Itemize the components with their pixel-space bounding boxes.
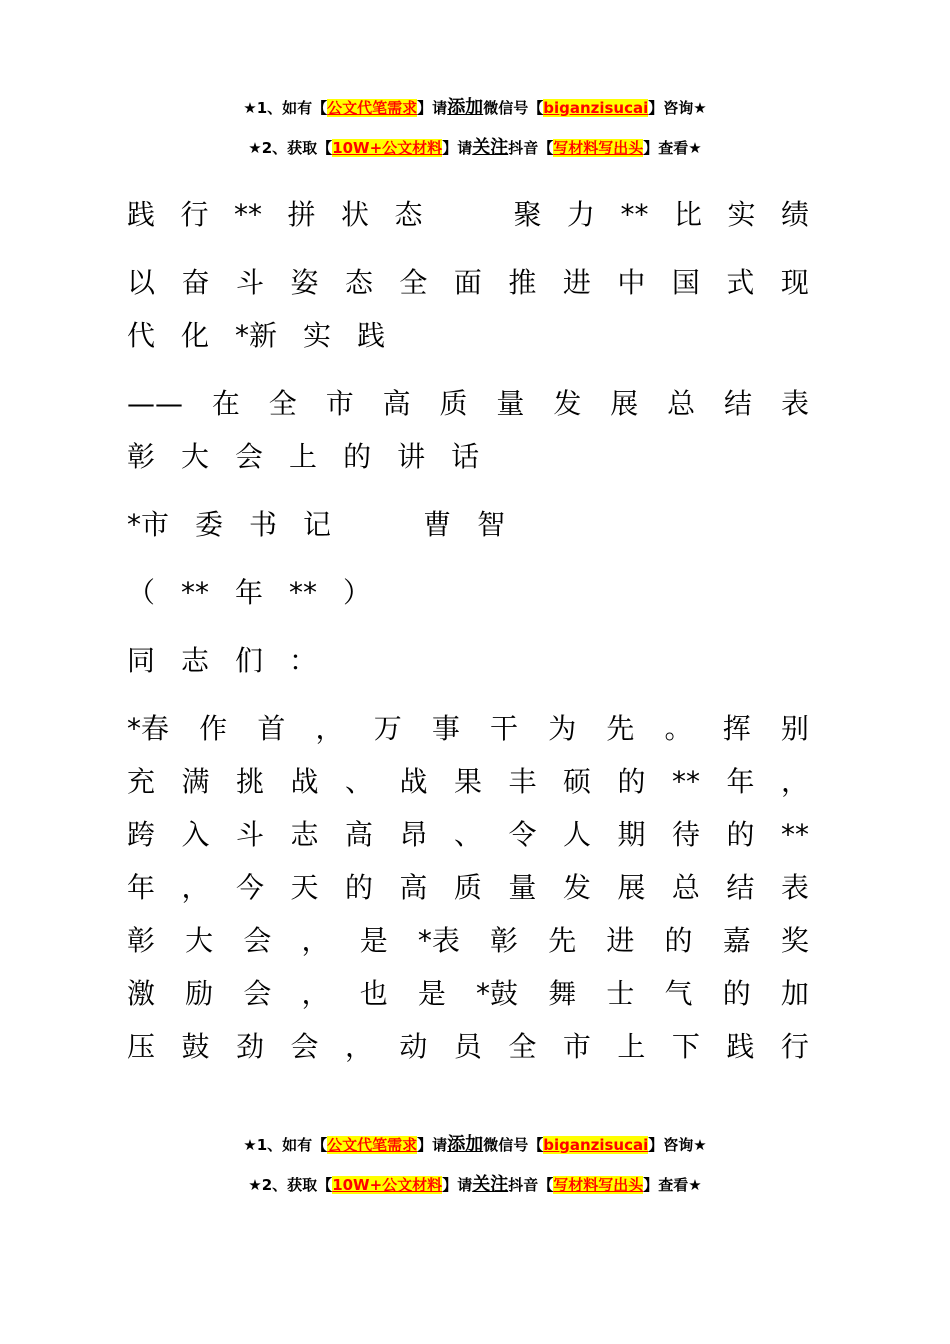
text-char: 们 [235, 644, 264, 677]
text-char: 姿 [290, 266, 319, 299]
text-char: 彰 [127, 924, 156, 957]
subtitle-line-2 [127, 435, 809, 475]
text-char: 总 [667, 387, 696, 420]
ad-text: ★1、如有【 [243, 99, 328, 117]
ad-text: 】咨询★ [648, 1136, 707, 1154]
text-char: 斗 [236, 818, 265, 851]
body-line [127, 813, 809, 853]
ad-highlight: 10W+公文材料 [332, 1176, 443, 1194]
text-char: 昂 [399, 818, 428, 851]
text-char: 先 [548, 924, 577, 957]
text-char: 奖 [780, 924, 809, 957]
text-char: 大 [181, 440, 210, 473]
ad-text: ★2、获取【 [248, 1176, 333, 1194]
text-char: 入 [181, 818, 210, 851]
text-char: 态 [394, 198, 423, 231]
text-char: 全 [508, 1030, 537, 1063]
ad-text: 】查看★ [643, 1176, 702, 1194]
title-line-2 [127, 314, 809, 354]
text-char: 智 [477, 508, 506, 541]
text-char: 会 [290, 1030, 319, 1063]
text-char: 挥 [722, 712, 751, 745]
ad-text: 抖音【 [508, 1176, 554, 1194]
headline [127, 193, 809, 233]
text-char: 压 [127, 1030, 156, 1063]
text-char: ， [181, 871, 210, 904]
text-char: 式 [726, 266, 755, 299]
text-char: 会 [243, 924, 272, 957]
text-char: 拼 [287, 198, 316, 231]
text-char: 面 [453, 266, 482, 299]
text-char: 的 [664, 924, 693, 957]
text-char: 硕 [563, 765, 592, 798]
text-char: 年 [235, 576, 264, 609]
ad-text: 】查看★ [643, 139, 702, 157]
text-char: 战 [290, 765, 319, 798]
text-char: 、 [345, 765, 374, 798]
ad-highlight: 公文代笔需求 [327, 1136, 418, 1154]
text-char: 先 [606, 712, 635, 745]
text-char: 展 [610, 387, 639, 420]
text-char: 践 [127, 198, 156, 231]
text-char: 是 [359, 924, 388, 957]
text-char: ， [780, 765, 809, 798]
text-char: 是 [417, 977, 446, 1010]
text-char: 万 [373, 712, 402, 745]
text-char: 激 [127, 977, 156, 1010]
ad-emphasis: 添加 [447, 97, 484, 118]
text-char: 推 [508, 266, 537, 299]
text-char: 践 [357, 319, 386, 352]
text-char: 表 [780, 387, 809, 420]
text-char: 实 [727, 198, 756, 231]
text-char: 书 [249, 508, 278, 541]
text-char: 鼓 [181, 1030, 210, 1063]
text-char: ， [301, 977, 330, 1010]
text-char: 态 [344, 266, 373, 299]
text-char: 总 [671, 871, 700, 904]
text-char: 行 [780, 1030, 809, 1063]
text-char: ， [315, 712, 344, 745]
text-char: 量 [508, 871, 537, 904]
ad-emphasis: 关注 [472, 137, 509, 158]
text-char: 充 [127, 765, 156, 798]
text-char: 动 [399, 1030, 428, 1063]
text-char: 上 [289, 440, 318, 473]
text-char: *市 [127, 508, 170, 541]
text-char: 首 [257, 712, 286, 745]
text-char: 彰 [490, 924, 519, 957]
footer-ad-line-2 [0, 1170, 950, 1196]
text-char: 嘉 [722, 924, 751, 957]
text-char: 人 [563, 818, 592, 851]
ad-text: 】咨询★ [648, 99, 707, 117]
ad-highlight: 写材料写出头 [553, 139, 644, 157]
text-char: 志 [181, 644, 210, 677]
text-char: 实 [303, 319, 332, 352]
text-char: 话 [451, 440, 480, 473]
text-char: 年 [127, 871, 156, 904]
text-char: 市 [325, 387, 354, 420]
ad-text: 】请 [442, 1176, 473, 1194]
text-char: 代 [127, 319, 156, 352]
body-line [127, 972, 809, 1012]
body-line [127, 707, 809, 747]
text-char: 今 [235, 871, 264, 904]
ad-highlight: 写材料写出头 [553, 1176, 644, 1194]
header-ad-line-1 [0, 93, 950, 119]
ad-text: 】请 [417, 1136, 448, 1154]
text-char: 比 [673, 198, 702, 231]
text-char: 国 [671, 266, 700, 299]
body-line [127, 919, 809, 959]
subtitle-line-1 [127, 382, 809, 422]
greeting-line [127, 639, 809, 679]
text-char: 绩 [780, 198, 809, 231]
text-char: 中 [617, 266, 646, 299]
text-char: 为 [548, 712, 577, 745]
body-line [127, 760, 809, 800]
text-char: ** [234, 198, 262, 231]
text-char: 记 [303, 508, 332, 541]
text-char: 、 [454, 818, 483, 851]
text-char: ， [301, 924, 330, 957]
text-char: 士 [606, 977, 635, 1010]
text-char: 现 [780, 266, 809, 299]
text-char: 的 [617, 765, 646, 798]
text-char: 待 [672, 818, 701, 851]
ad-emphasis: 关注 [472, 1174, 509, 1195]
ad-text: 】请 [442, 139, 473, 157]
text-char: 期 [617, 818, 646, 851]
text-char: 状 [340, 198, 369, 231]
text-char: 进 [606, 924, 635, 957]
text-char: 员 [453, 1030, 482, 1063]
text-char: 彰 [127, 440, 156, 473]
text-char: 上 [617, 1030, 646, 1063]
text-char: 跨 [127, 818, 156, 851]
text-char: *鼓 [476, 977, 519, 1010]
text-char: 舞 [548, 977, 577, 1010]
ad-text: 微信号【 [483, 99, 544, 117]
text-char: 表 [780, 871, 809, 904]
ad-highlight: 10W+公文材料 [332, 139, 443, 157]
text-char: 果 [454, 765, 483, 798]
text-char: ** [620, 198, 649, 231]
text-char: 发 [553, 387, 582, 420]
text-char: 市 [562, 1030, 591, 1063]
text-char: 以 [127, 266, 156, 299]
text-char: 的 [343, 440, 372, 473]
text-char: 曹 [423, 508, 452, 541]
text-char: 委 [195, 508, 224, 541]
text-char: 也 [359, 977, 388, 1010]
text-char: 志 [290, 818, 319, 851]
text-char: ** [672, 765, 700, 798]
text-char: 。 [664, 712, 693, 745]
text-char: 斗 [235, 266, 264, 299]
text-char: 结 [724, 387, 753, 420]
text-char: 挑 [236, 765, 265, 798]
text-char: 别 [780, 712, 809, 745]
text-char: 高 [345, 818, 374, 851]
ad-text: 抖音【 [508, 139, 554, 157]
text-char: 丰 [508, 765, 537, 798]
text-char: 年 [726, 765, 755, 798]
text-char: 战 [399, 765, 428, 798]
text-char: 气 [664, 977, 693, 1010]
text-char: 进 [562, 266, 591, 299]
text-char: 质 [453, 871, 482, 904]
text-char: 的 [344, 871, 373, 904]
text-char: ** [781, 818, 809, 851]
text-char: 量 [496, 387, 525, 420]
text-char: 发 [562, 871, 591, 904]
footer-ad-line-1 [0, 1130, 950, 1156]
text-char: 践 [726, 1030, 755, 1063]
text-char: ** [289, 576, 318, 609]
text-char: 在 [211, 387, 240, 420]
text-char: 讲 [397, 440, 426, 473]
text-char: ） [343, 576, 372, 609]
text-char: 奋 [181, 266, 210, 299]
text-char: 天 [290, 871, 319, 904]
ad-text: 微信号【 [483, 1136, 544, 1154]
text-char: 加 [780, 977, 809, 1010]
text-char: 会 [243, 977, 272, 1010]
text-char: ： [289, 644, 318, 677]
text-char: 结 [726, 871, 755, 904]
ad-highlight: biganzisucai [543, 99, 649, 117]
text-char: 励 [185, 977, 214, 1010]
body-line [127, 866, 809, 906]
text-char: 力 [566, 198, 595, 231]
text-char: 令 [508, 818, 537, 851]
text-char: —— [127, 387, 183, 420]
text-char: 下 [671, 1030, 700, 1063]
text-char: 质 [439, 387, 468, 420]
title-line-1 [127, 261, 809, 301]
text-char: 同 [127, 644, 156, 677]
ad-text: ★1、如有【 [243, 1136, 328, 1154]
text-char: 高 [399, 871, 428, 904]
text-char: ** [181, 576, 210, 609]
text-char: （ [127, 576, 156, 609]
text-char: 事 [431, 712, 460, 745]
ad-emphasis: 添加 [447, 1134, 484, 1155]
text-char: 的 [722, 977, 751, 1010]
text-char: 大 [185, 924, 214, 957]
text-char: 高 [382, 387, 411, 420]
author-line [127, 503, 809, 543]
text-char: 全 [268, 387, 297, 420]
text-char: *新 [235, 319, 278, 352]
text-char: *表 [417, 924, 460, 957]
text-char: 作 [199, 712, 228, 745]
ad-text: 】请 [417, 99, 448, 117]
text-char: 会 [235, 440, 264, 473]
text-char: 聚 [513, 198, 542, 231]
header-ad-line-2 [0, 133, 950, 159]
text-char: 满 [181, 765, 210, 798]
text-char: 化 [181, 319, 210, 352]
ad-highlight: 公文代笔需求 [327, 99, 418, 117]
body-line [127, 1025, 809, 1065]
text-char: ， [344, 1030, 373, 1063]
ad-text: ★2、获取【 [248, 139, 333, 157]
date-line [127, 571, 809, 611]
text-char: 行 [180, 198, 209, 231]
text-char: 劲 [235, 1030, 264, 1063]
text-char: 全 [399, 266, 428, 299]
text-char: 的 [726, 818, 755, 851]
ad-highlight: biganzisucai [543, 1136, 649, 1154]
text-char: 展 [617, 871, 646, 904]
text-char: *春 [127, 712, 170, 745]
text-char: 干 [490, 712, 519, 745]
